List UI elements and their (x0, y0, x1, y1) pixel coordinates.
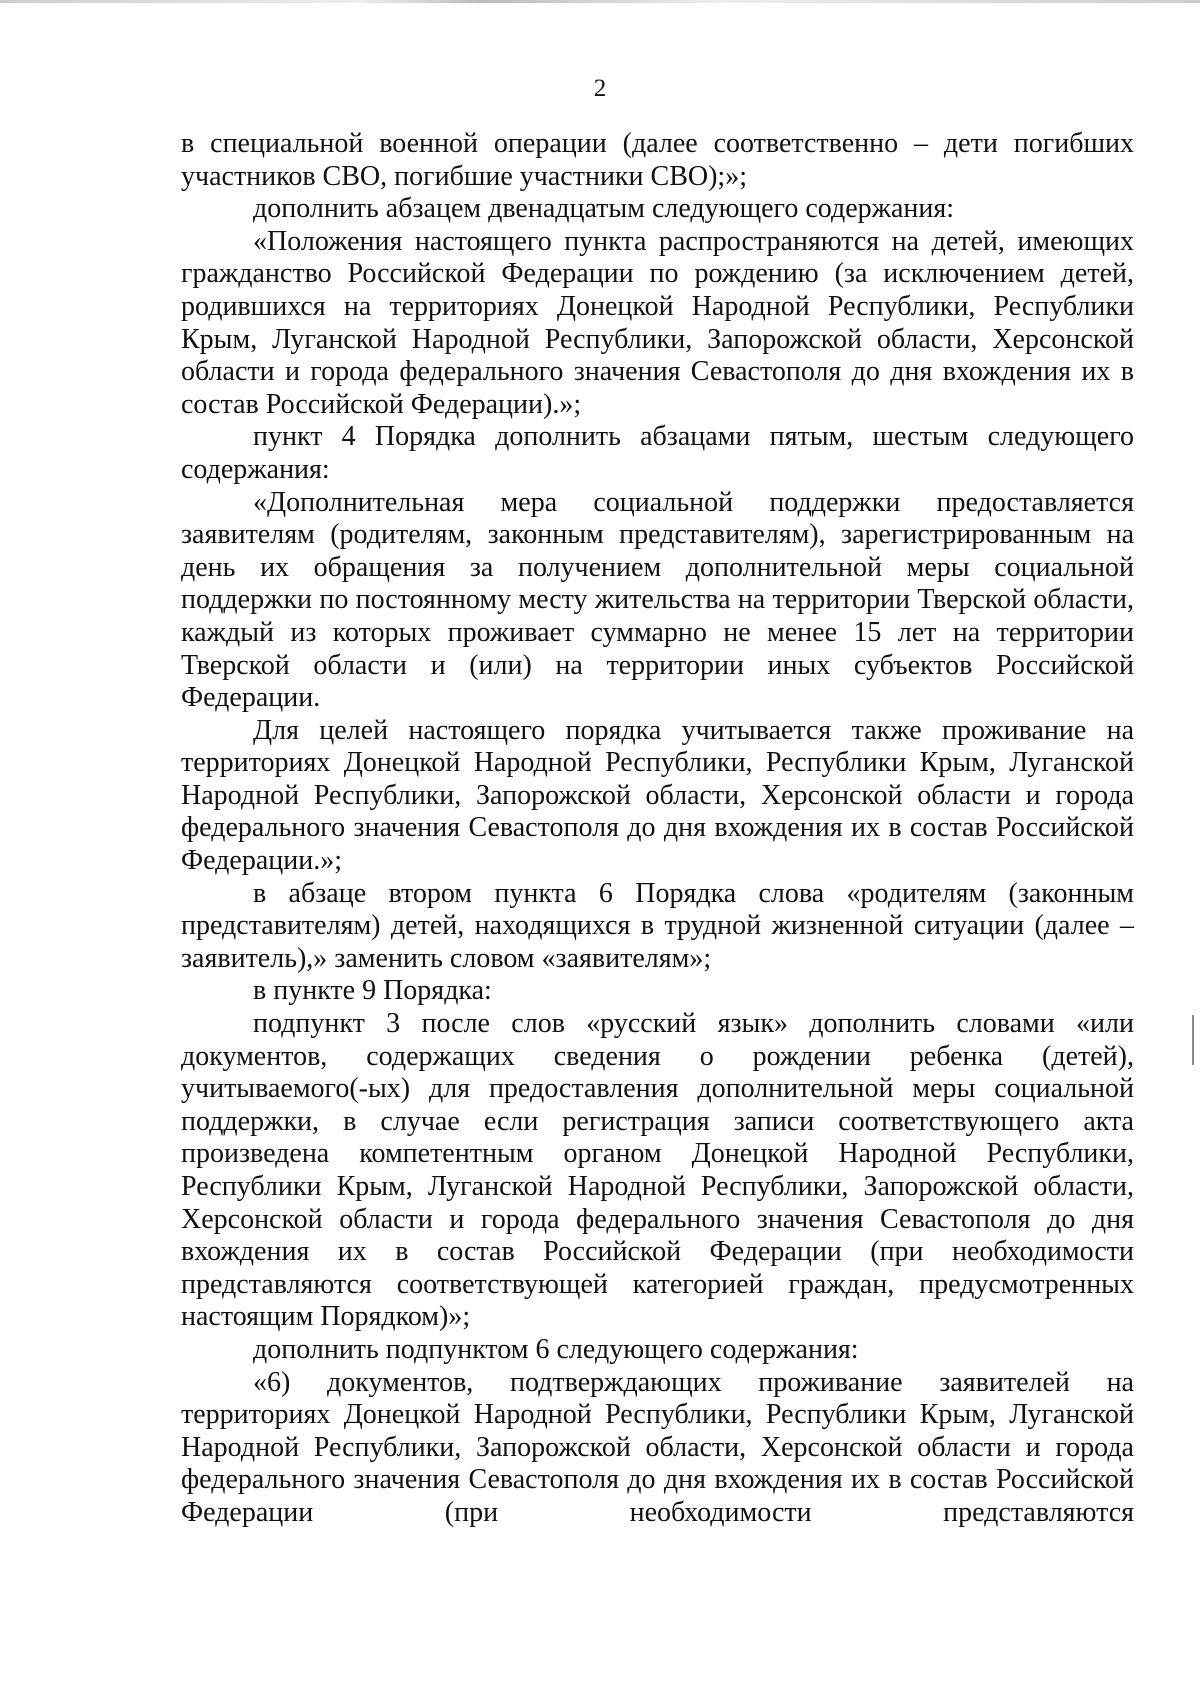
page-number: 2 (593, 75, 607, 102)
paragraph: «Дополнительная мера социальной поддержки предоставляется заявителям (родителям, законным представителям), зарегистрированным на день их обращения за получением дополнительной меры социальной поддержки по постоянному месту жительства на территории Тверской области, каждый из которых проживает суммарно не менее 15 лет на территории Тверской области и (или) на территории иных субъектов Российской Федерации. (181, 486, 1134, 714)
paragraph: Для целей настоящего порядка учитывается также проживание на территориях Донецкой Народной Республики, Республики Крым, Луганской Народной Республики, Запорожской области, Херсонской области и города федерального значения Севастополя до дня вхождения их в состав Российской Федерации.»; (181, 714, 1134, 877)
paragraph: «6) документов, подтверждающих проживание заявителей на территориях Донецкой Народной Республики, Республики Крым, Луганской Народной Республики, Запорожской области, Херсонской области и города федерального значения Севастополя до дня вхождения их в состав Российской Федерации (при необходимости представляются (181, 1366, 1134, 1528)
paragraph: в пункте 9 Порядка: (253, 975, 492, 1007)
paragraph: в абзаце втором пункта 6 Порядка слова «родителям (законным представителям) детей, находящихся в трудной жизненной ситуации (далее – заявитель),» заменить словом «заявителям»; (181, 877, 1134, 974)
document-body (181, 128, 1134, 1530)
paragraph: дополнить подпунктом 6 следующего содержания: (253, 1333, 859, 1365)
paragraph: пункт 4 Порядка дополнить абзацами пятым, шестым следующего содержания: (181, 421, 1134, 485)
paragraph: «Положения настоящего пункта распространяются на детей, имеющих гражданство Российской Федерации по рождению (за исключением детей, родившихся на территориях Донецкой Народной Республики, Республики Крым, Луганской Народной Республики, Запорожской области, Херсонской области и города федерального значения Севастополя до дня вхождения их в состав Российской Федерации).»; (181, 225, 1134, 420)
paragraph: в специальной военной операции (далее соответственно – дети погибших участников СВО, погибшие участники СВО);»; (181, 128, 1134, 192)
paragraph: дополнить абзацем двенадцатым следующего содержания: (253, 193, 955, 225)
scan-edge-mark (1192, 1015, 1194, 1065)
paragraph: подпункт 3 после слов «русский язык» дополнить словами «или документов, содержащих сведения о рождении ребенка (детей), учитываемого(-ых) для предоставления дополнительной меры социальной поддержки, в случае если регистрация записи соответствующего акта произведена компетентным органом Донецкой Народной Республики, Республики Крым, Луганской Народной Республики, Запорожской области, Херсонской области и города федерального значения Севастополя до дня вхождения их в состав Российской Федерации (при необходимости представляются соответствующей категорией граждан, предусмотренных настоящим Порядком)»; (181, 1008, 1134, 1333)
scan-edge-top (0, 0, 1200, 3)
